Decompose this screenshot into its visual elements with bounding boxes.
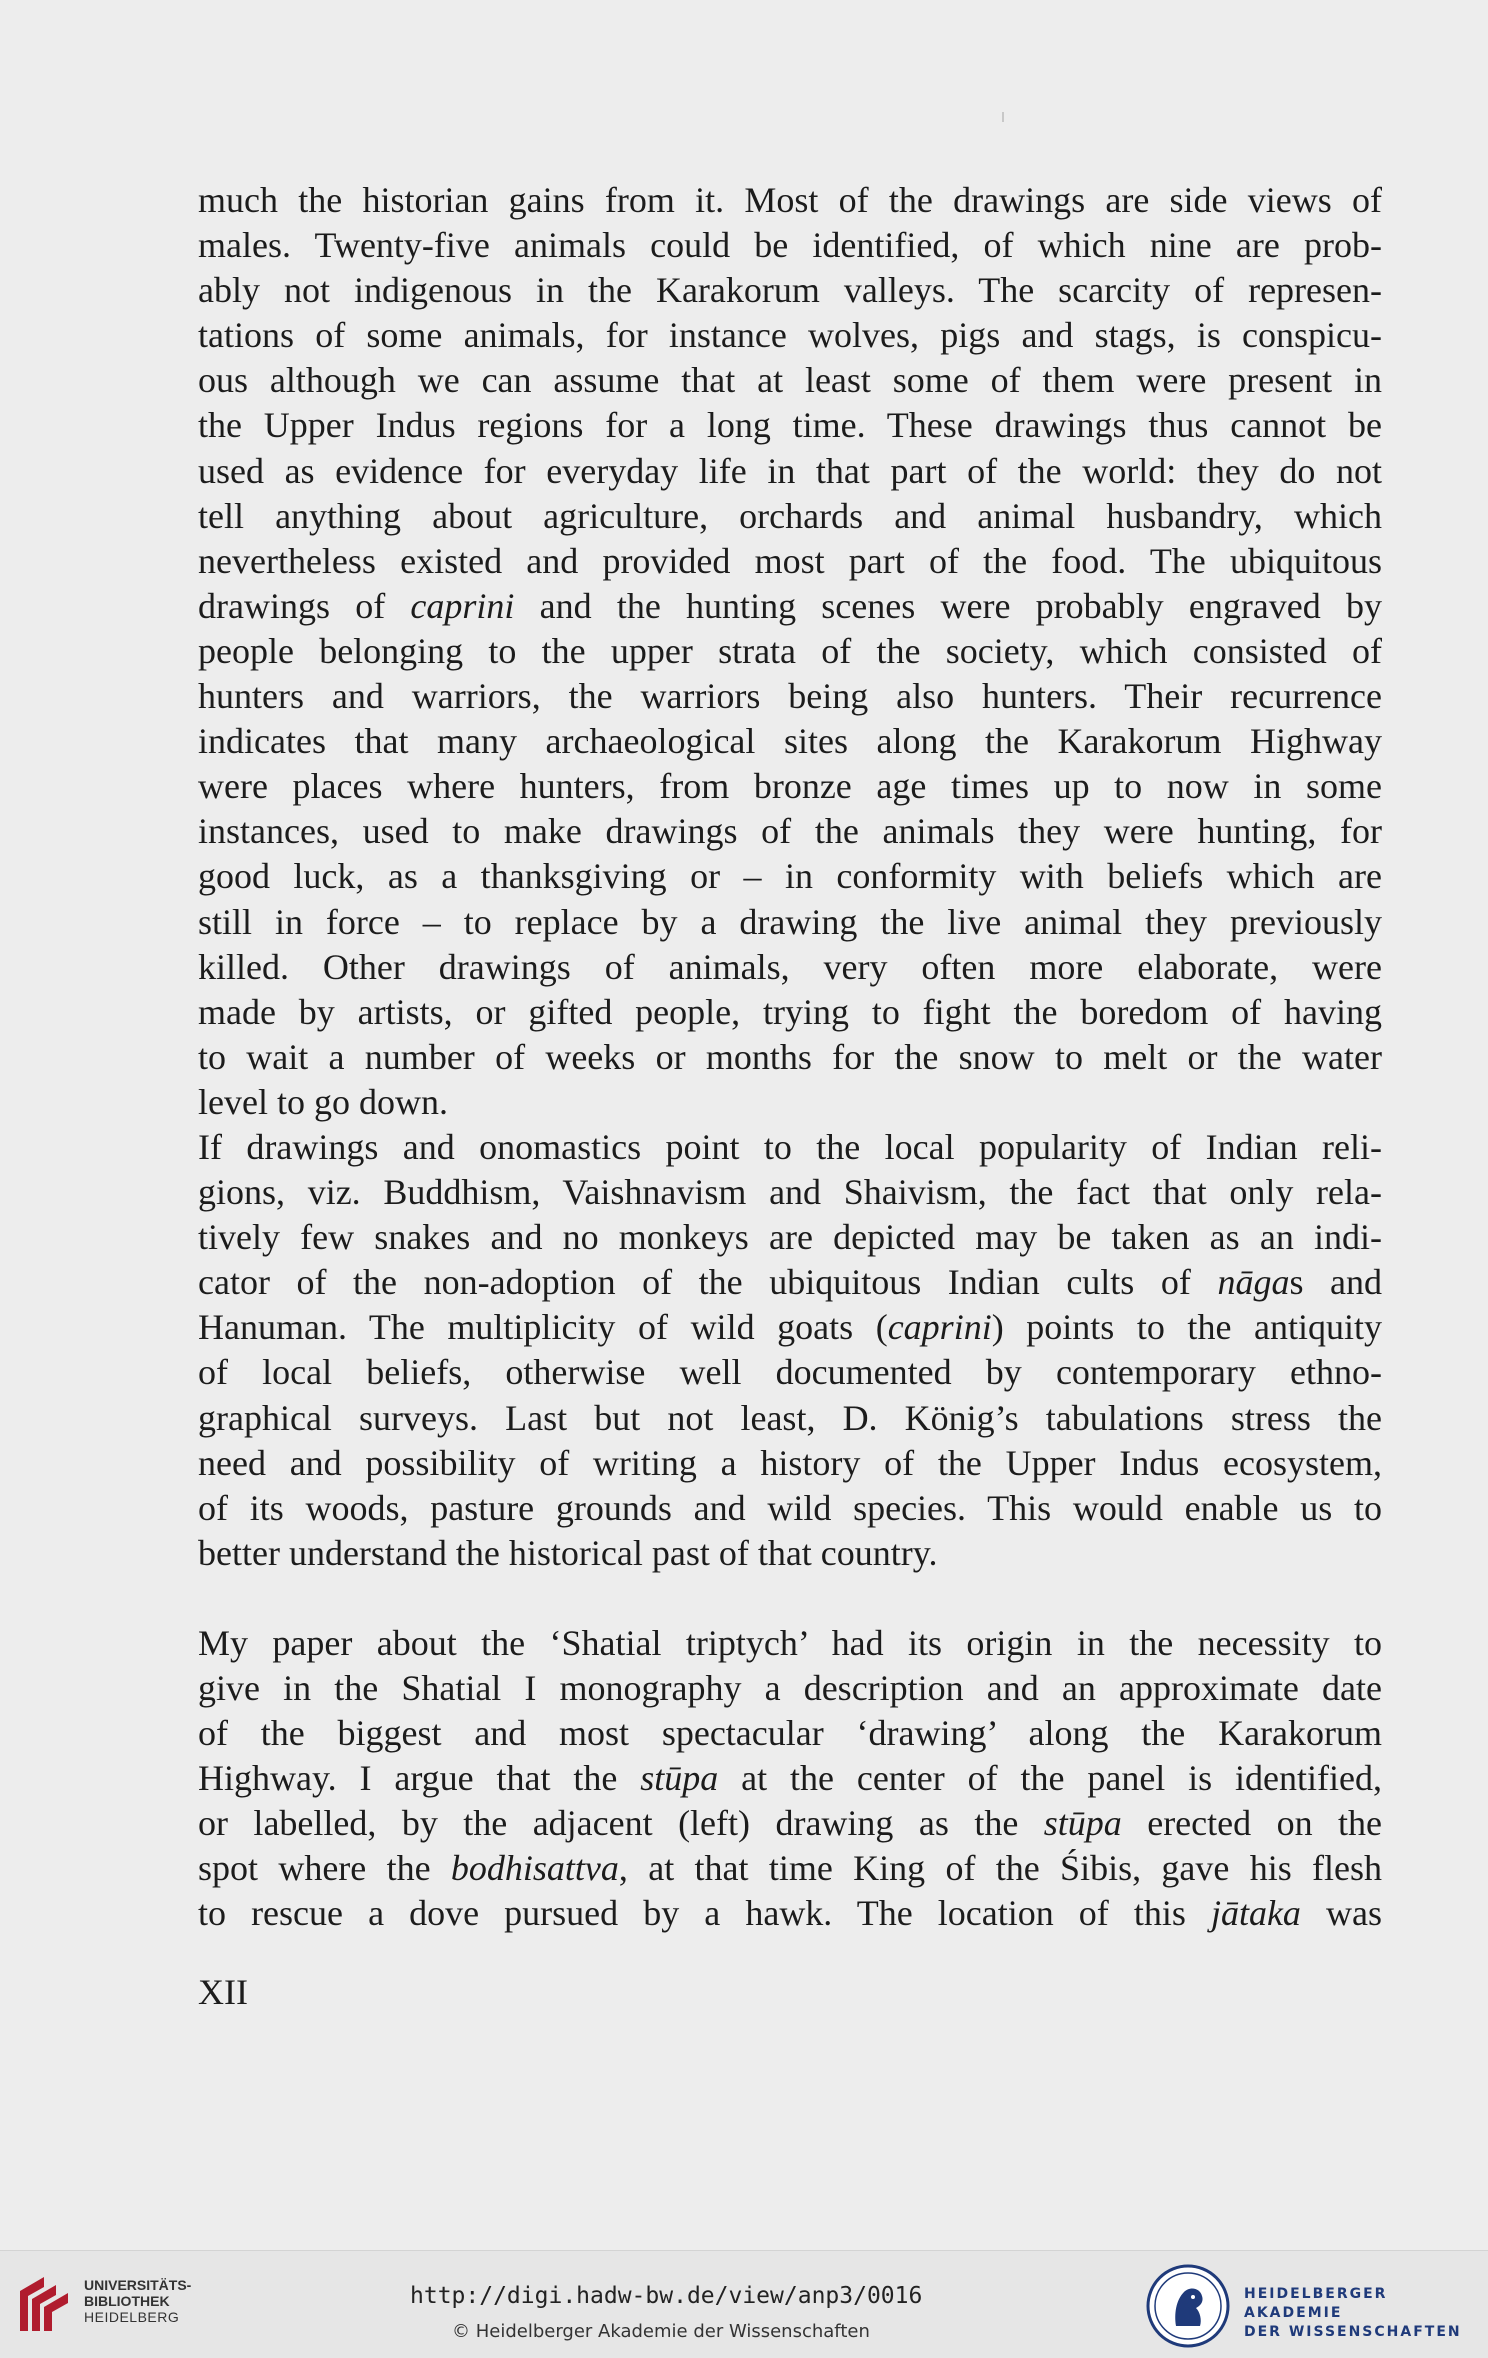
text-run: nevertheless existed and provided most part of the food. The ubiquitous xyxy=(198,540,1382,581)
academy-name-line1: HEIDELBERGER AKADEMIE xyxy=(1244,2286,1388,2321)
italic-term: nāga xyxy=(1217,1262,1290,1303)
text-line xyxy=(198,1080,1382,1125)
text-run: tively few snakes and no monkeys are depicted may be taken as an indi- xyxy=(198,1217,1382,1258)
library-name-line2: BIBLIOTHEK xyxy=(84,2293,170,2309)
text-run: to wait a number of weeks or months for the snow to melt or the water xyxy=(198,1036,1382,1077)
library-name xyxy=(84,2277,191,2325)
text-run: were places where hunters, from bronze age times up to now in some xyxy=(198,766,1382,807)
text-run: Hanuman. The multiplicity of wild goats ( xyxy=(198,1307,888,1348)
text-line xyxy=(198,223,1382,268)
page-number: XII xyxy=(198,1972,248,2012)
text-run: still in force – to replace by a drawing the live animal they previously xyxy=(198,901,1382,942)
text-line xyxy=(198,1441,1382,1486)
text-line xyxy=(198,1756,1382,1801)
text-line xyxy=(198,1125,1382,1170)
text-line xyxy=(198,629,1382,674)
text-run: need and possibility of writing a history of the Upper Indus ecosystem, xyxy=(198,1442,1382,1483)
text-line xyxy=(198,809,1382,854)
library-name-line1: UNIVERSITÄTS- xyxy=(84,2277,192,2293)
text-line xyxy=(198,539,1382,584)
italic-term: caprini xyxy=(410,585,515,626)
text-run: of its woods, pasture grounds and wild species. This would enable us to xyxy=(198,1487,1382,1528)
text-line xyxy=(198,449,1382,494)
text-line xyxy=(198,719,1382,764)
text-run: made by artists, or gifted people, trying to fight the boredom of having xyxy=(198,991,1382,1032)
text-line xyxy=(198,1891,1382,1936)
text-line xyxy=(198,764,1382,809)
text-run: of the biggest and most spectacular ‘drawing’ along the Karakorum xyxy=(198,1713,1382,1754)
scan-mark xyxy=(1002,112,1004,122)
library-logo-icon xyxy=(14,2273,74,2335)
text-run: was xyxy=(1300,1893,1382,1934)
text-line xyxy=(198,494,1382,539)
italic-term: stūpa xyxy=(1043,1803,1122,1844)
text-run: people belonging to the upper strata of the society, which consisted of xyxy=(198,630,1382,671)
text-run: ous although we can assume that at least some of them were present in xyxy=(198,360,1382,401)
permalink-url[interactable]: http://digi.hadw-bw.de/view/anp3/0016 xyxy=(410,2283,923,2309)
text-line xyxy=(198,1621,1382,1666)
academy-name-line2: DER WISSENSCHAFTEN xyxy=(1244,2324,1462,2340)
text-run: better understand the historical past of that country. xyxy=(198,1532,938,1573)
text-run: males. Twenty-five animals could be identified, of which nine are prob- xyxy=(198,225,1382,266)
text-run: level to go down. xyxy=(198,1081,448,1122)
text-line xyxy=(198,1350,1382,1395)
text-line xyxy=(198,1711,1382,1756)
text-run: to rescue a dove pursued by a hawk. The location of this xyxy=(198,1893,1211,1934)
text-line xyxy=(198,1215,1382,1260)
text-run: spot where the xyxy=(198,1848,451,1889)
text-run: good luck, as a thanksgiving or – in conformity with beliefs which are xyxy=(198,856,1382,897)
text-line xyxy=(198,584,1382,629)
text-line xyxy=(198,1035,1382,1080)
text-line xyxy=(198,1801,1382,1846)
text-run: Highway. I argue that the xyxy=(198,1758,641,1799)
text-run: If drawings and onomastics point to the local popularity of Indian reli- xyxy=(198,1126,1382,1167)
text-run: of local beliefs, otherwise well documented by contemporary ethno- xyxy=(198,1352,1382,1393)
copyright-notice: © Heidelberger Akademie der Wissenschaften xyxy=(452,2321,870,2342)
text-line xyxy=(198,268,1382,313)
viewer-footer xyxy=(0,2250,1488,2358)
text-run: tations of some animals, for instance wolves, pigs and stags, is conspicu- xyxy=(198,315,1382,356)
paragraph-gap xyxy=(198,1576,1382,1621)
text-line xyxy=(198,1260,1382,1305)
text-run: or labelled, by the adjacent (left) drawing as the xyxy=(198,1803,1044,1844)
text-line xyxy=(198,1305,1382,1350)
text-line xyxy=(198,854,1382,899)
text-run: the Upper Indus regions for a long time. These drawings thus cannot be xyxy=(198,405,1382,446)
text-run: graphical surveys. Last but not least, D. König’s tabulations stress the xyxy=(198,1397,1382,1438)
text-run: ) points to the antiquity xyxy=(991,1307,1382,1348)
text-line xyxy=(198,990,1382,1035)
text-line xyxy=(198,313,1382,358)
italic-term: bodhisattva xyxy=(450,1848,619,1889)
body-text xyxy=(198,178,1382,1937)
text-run: My paper about the ‘Shatial triptych’ had its origin in the necessity to xyxy=(198,1622,1382,1663)
text-run: drawings of xyxy=(198,585,411,626)
text-line xyxy=(198,358,1382,403)
italic-term: jātaka xyxy=(1210,1893,1301,1934)
text-run: used as evidence for everyday life in that part of the world: they do not xyxy=(198,450,1382,491)
text-line xyxy=(198,945,1382,990)
text-line xyxy=(198,1170,1382,1215)
text-run: ably not indigenous in the Karakorum valleys. The scarcity of represen- xyxy=(198,270,1382,311)
text-run: give in the Shatial I monography a description and an approximate date xyxy=(198,1668,1382,1708)
text-run: indicates that many archaeological sites along the Karakorum Highway xyxy=(198,721,1382,762)
text-run: instances, used to make drawings of the animals they were hunting, for xyxy=(198,811,1382,852)
text-run: and the hunting scenes were probably engraved by xyxy=(514,585,1382,626)
library-name-line3: HEIDELBERG xyxy=(84,2309,180,2325)
italic-term: caprini xyxy=(887,1307,992,1348)
text-run: much the historian gains from it. Most of the drawings are side views of xyxy=(198,180,1382,220)
text-line xyxy=(198,674,1382,719)
text-run: cator of the non-adoption of the ubiquitous Indian cults of xyxy=(198,1262,1218,1303)
text-run: s and xyxy=(1289,1262,1382,1303)
text-run: hunters and warriors, the warriors being also hunters. Their recurrence xyxy=(198,676,1382,717)
text-line xyxy=(198,1396,1382,1441)
italic-term: stūpa xyxy=(640,1758,719,1799)
text-line xyxy=(198,178,1382,223)
text-line xyxy=(198,1846,1382,1891)
text-line xyxy=(198,1486,1382,1531)
text-line xyxy=(198,403,1382,448)
text-line xyxy=(198,900,1382,945)
text-run: killed. Other drawings of animals, very often more elaborate, were xyxy=(198,946,1382,987)
text-run: , at that time King of the Śibis, gave his flesh xyxy=(618,1848,1383,1889)
text-line xyxy=(198,1531,1382,1576)
text-run: erected on the xyxy=(1121,1803,1382,1844)
academy-name xyxy=(1244,2285,1488,2342)
text-run: at the center of the panel is identified, xyxy=(718,1758,1383,1799)
text-run: tell anything about agriculture, orchards and animal husbandry, which xyxy=(198,495,1382,536)
text-run: gions, viz. Buddhism, Vaishnavism and Shaivism, the fact that only rela- xyxy=(198,1172,1382,1213)
academy-seal-icon xyxy=(1146,2264,1230,2348)
text-line xyxy=(198,1666,1382,1711)
